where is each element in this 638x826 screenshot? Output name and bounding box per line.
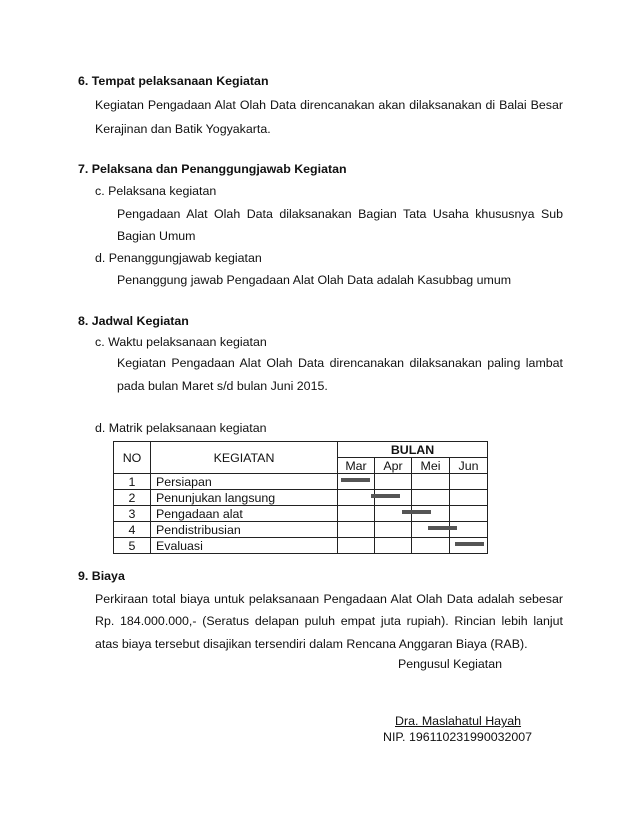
gantt-cell [450, 474, 488, 490]
row-no: 4 [114, 522, 151, 538]
gantt-cell [450, 490, 488, 506]
section-6-line-2: Kerajinan dan Batik Yogyakarta. [95, 122, 271, 136]
header-bulan: BULAN [338, 442, 488, 458]
gantt-cell [412, 490, 450, 506]
section-6-line-1: Kegiatan Pengadaan Alat Olah Data direncanakan akan dilaksanakan di Balai Besar [95, 98, 563, 112]
header-month: Jun [450, 458, 488, 474]
gantt-cell [450, 506, 488, 522]
section-8-c-line-2: pada bulan Maret s/d bulan Juni 2015. [117, 379, 328, 393]
gantt-cell [338, 490, 375, 506]
section-8-c-label: c. Waktu pelaksanaan kegiatan [95, 335, 267, 349]
section-8-heading: 8. Jadwal Kegiatan [78, 314, 189, 328]
section-7-heading: 7. Pelaksana dan Penanggungjawab Kegiatan [78, 162, 347, 176]
header-no: NO [114, 442, 151, 474]
section-7-d-label: d. Penanggungjawab kegiatan [95, 251, 262, 265]
gantt-cell [412, 538, 450, 554]
section-9-line-2: Rp. 184.000.000,- (Seratus delapan puluh empat juta rupiah). Rincian lebih lanjut [95, 614, 563, 628]
gantt-bar [371, 494, 400, 498]
header-month: Mei [412, 458, 450, 474]
header-month: Mar [338, 458, 375, 474]
table-row [114, 474, 488, 490]
header-kegiatan: KEGIATAN [151, 442, 338, 474]
row-kegiatan: Pengadaan alat [151, 506, 338, 522]
section-7-d-line-1: Penanggung jawab Pengadaan Alat Olah Data adalah Kasubbag umum [117, 273, 512, 287]
gantt-cell [375, 538, 412, 554]
row-no: 2 [114, 490, 151, 506]
row-kegiatan: Pendistribusian [151, 522, 338, 538]
section-7-c-label: c. Pelaksana kegiatan [95, 184, 217, 198]
signature-nip: NIP. 196110231990032007 [383, 730, 533, 744]
section-7-c-line-2: Bagian Umum [117, 229, 196, 243]
section-9-line-3: atas biaya tersebut disajikan tersendiri dalam Rencana Anggaran Biaya (RAB). [95, 637, 528, 651]
row-no: 3 [114, 506, 151, 522]
gantt-cell [338, 506, 375, 522]
table-row [114, 490, 488, 506]
table-row [114, 538, 488, 554]
gantt-cell [375, 490, 412, 506]
gantt-bar [455, 542, 484, 546]
gantt-bar [402, 510, 431, 514]
header-month: Apr [375, 458, 412, 474]
gantt-bar [428, 526, 457, 530]
row-kegiatan: Evaluasi [151, 538, 338, 554]
signature-name: Dra. Maslahatul Hayah [395, 714, 522, 728]
gantt-cell [412, 506, 450, 522]
row-kegiatan: Penunjukan langsung [151, 490, 338, 506]
section-8-d-label: d. Matrik pelaksanaan kegiatan [95, 421, 267, 435]
gantt-cell [338, 522, 375, 538]
section-8-c-line-1: Kegiatan Pengadaan Alat Olah Data direncanakan dilaksanakan paling lambat [117, 356, 563, 370]
table-row [114, 506, 488, 522]
signature-role: Pengusul Kegiatan [398, 657, 503, 671]
gantt-cell [338, 538, 375, 554]
schedule-matrix-table [113, 441, 488, 554]
gantt-bar [341, 478, 370, 482]
gantt-cell [412, 474, 450, 490]
gantt-cell [412, 522, 450, 538]
gantt-cell [450, 538, 488, 554]
gantt-cell [375, 474, 412, 490]
section-9-line-1: Perkiraan total biaya untuk pelaksanaan Pengadaan Alat Olah Data adalah sebesar [95, 592, 563, 606]
section-9-heading: 9. Biaya [78, 569, 125, 583]
section-6-heading: 6. Tempat pelaksanaan Kegiatan [78, 74, 269, 88]
row-kegiatan: Persiapan [151, 474, 338, 490]
row-no: 5 [114, 538, 151, 554]
section-7-c-line-1: Pengadaan Alat Olah Data dilaksanakan Bagian Tata Usaha khususnya Sub [117, 207, 563, 221]
gantt-cell [375, 522, 412, 538]
gantt-cell [338, 474, 375, 490]
table-row [114, 522, 488, 538]
row-no: 1 [114, 474, 151, 490]
